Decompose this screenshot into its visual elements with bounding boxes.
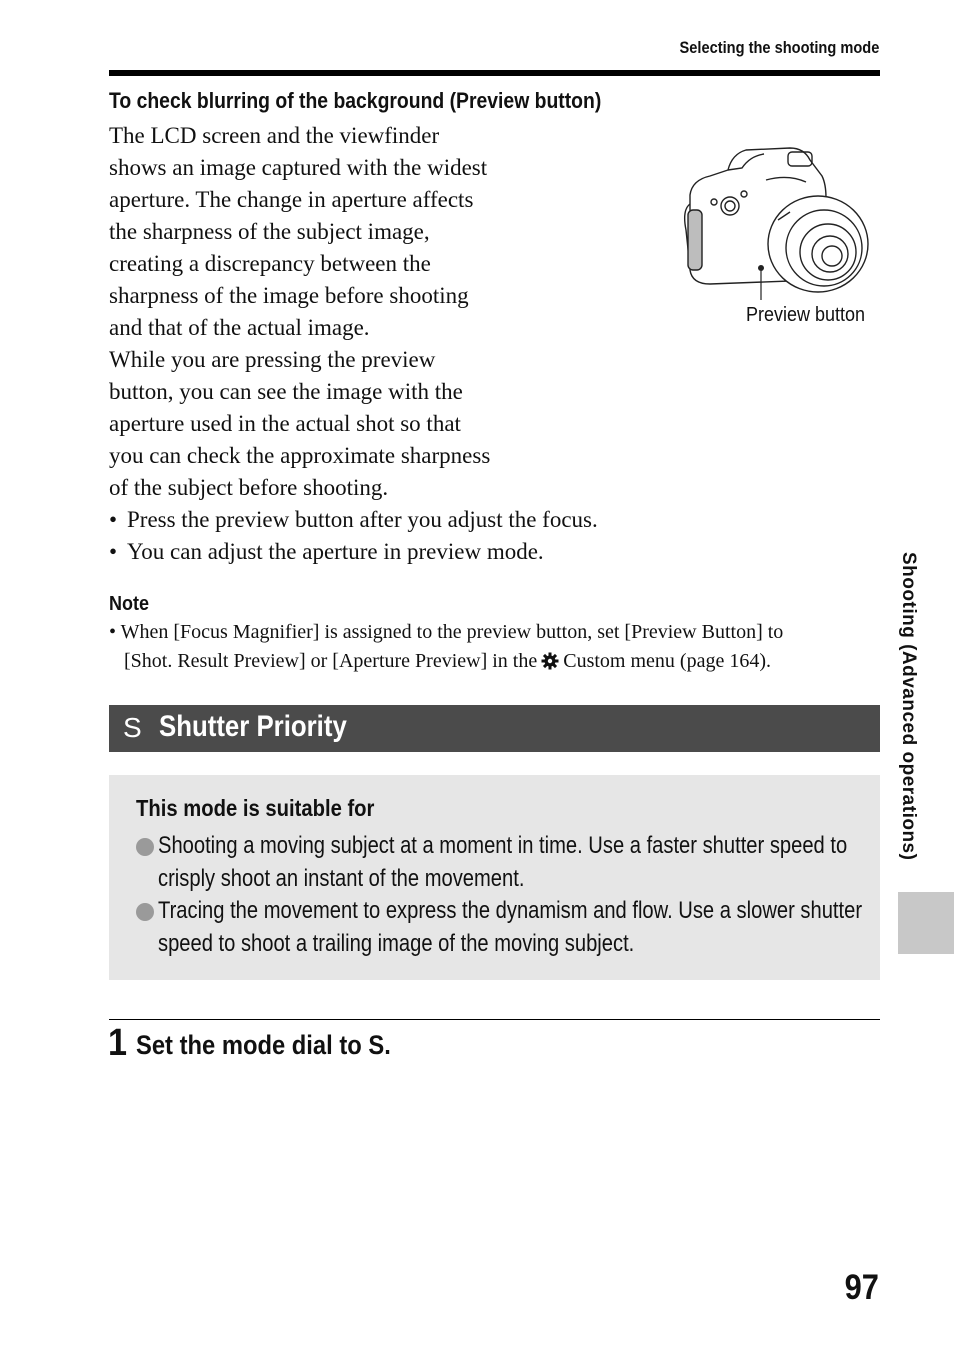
page-number: 97	[844, 1268, 879, 1307]
header-rule	[109, 70, 880, 76]
custom-gear-icon	[541, 650, 559, 679]
camera-illustration	[680, 140, 875, 300]
suitable-heading: This mode is suitable for	[136, 795, 375, 821]
note-line: • When [Focus Magnifier] is assigned to the preview button, set [Preview Button] to	[109, 621, 784, 643]
step-text: Set the mode dial to S.	[136, 1030, 391, 1060]
bullet-circle-icon	[136, 838, 154, 856]
body-line: creating a discrepancy between the	[109, 251, 431, 276]
mode-title-bar	[109, 705, 880, 752]
body-line: of the subject before shooting.	[109, 475, 389, 500]
step-rule	[109, 1019, 880, 1020]
note-line: [Shot. Result Preview] or [Aperture Preview] in the Custom menu (page 164).	[109, 647, 879, 679]
bullet-item: • Press the preview button after you adjust the focus.	[109, 504, 598, 536]
body-line: you can check the approximate sharpness	[109, 443, 491, 468]
note-heading: Note	[109, 593, 150, 615]
body-line: the sharpness of the subject image,	[109, 219, 430, 244]
body-line: aperture used in the actual shot so that	[109, 411, 461, 436]
body-line: sharpness of the image before shooting	[109, 283, 469, 308]
body-line: and that of the actual image.	[109, 315, 370, 340]
side-tab-marker	[898, 892, 954, 954]
section-heading: To check blurring of the background (Preview button)	[109, 88, 602, 113]
step-number: 1	[108, 1022, 128, 1064]
bullet-dot-icon: •	[109, 507, 118, 532]
suitable-for-box	[109, 775, 880, 980]
side-tab-label: Shooting (Advanced operations)	[898, 552, 919, 861]
body-line: shows an image captured with the widest	[109, 155, 488, 180]
suitable-item: Tracing the movement to express the dynamism and flow. Use a slower shutter speed to shoot a trailing image of the moving subject.	[136, 894, 896, 960]
body-paragraph	[109, 120, 539, 504]
mode-letter-badge: S	[123, 712, 142, 743]
suitable-item: Shooting a moving subject at a moment in time. Use a faster shutter speed to crisply shoot an instant of the movement.	[136, 829, 896, 895]
bullet-circle-icon	[136, 903, 154, 921]
body-line: While you are pressing the preview	[109, 347, 436, 372]
bullet-item: • You can adjust the aperture in preview mode.	[109, 536, 598, 568]
body-line: button, you can see the image with the	[109, 379, 463, 404]
body-line: aperture. The change in aperture affects	[109, 187, 474, 212]
mode-title: Shutter Priority	[159, 710, 347, 743]
body-line: The LCD screen and the viewfinder	[109, 123, 440, 148]
running-header: Selecting the shooting mode	[679, 38, 879, 57]
bullet-dot-icon: •	[109, 539, 118, 564]
figure-caption: Preview button	[746, 304, 866, 326]
note-text	[109, 618, 879, 679]
bullet-list	[109, 504, 598, 568]
